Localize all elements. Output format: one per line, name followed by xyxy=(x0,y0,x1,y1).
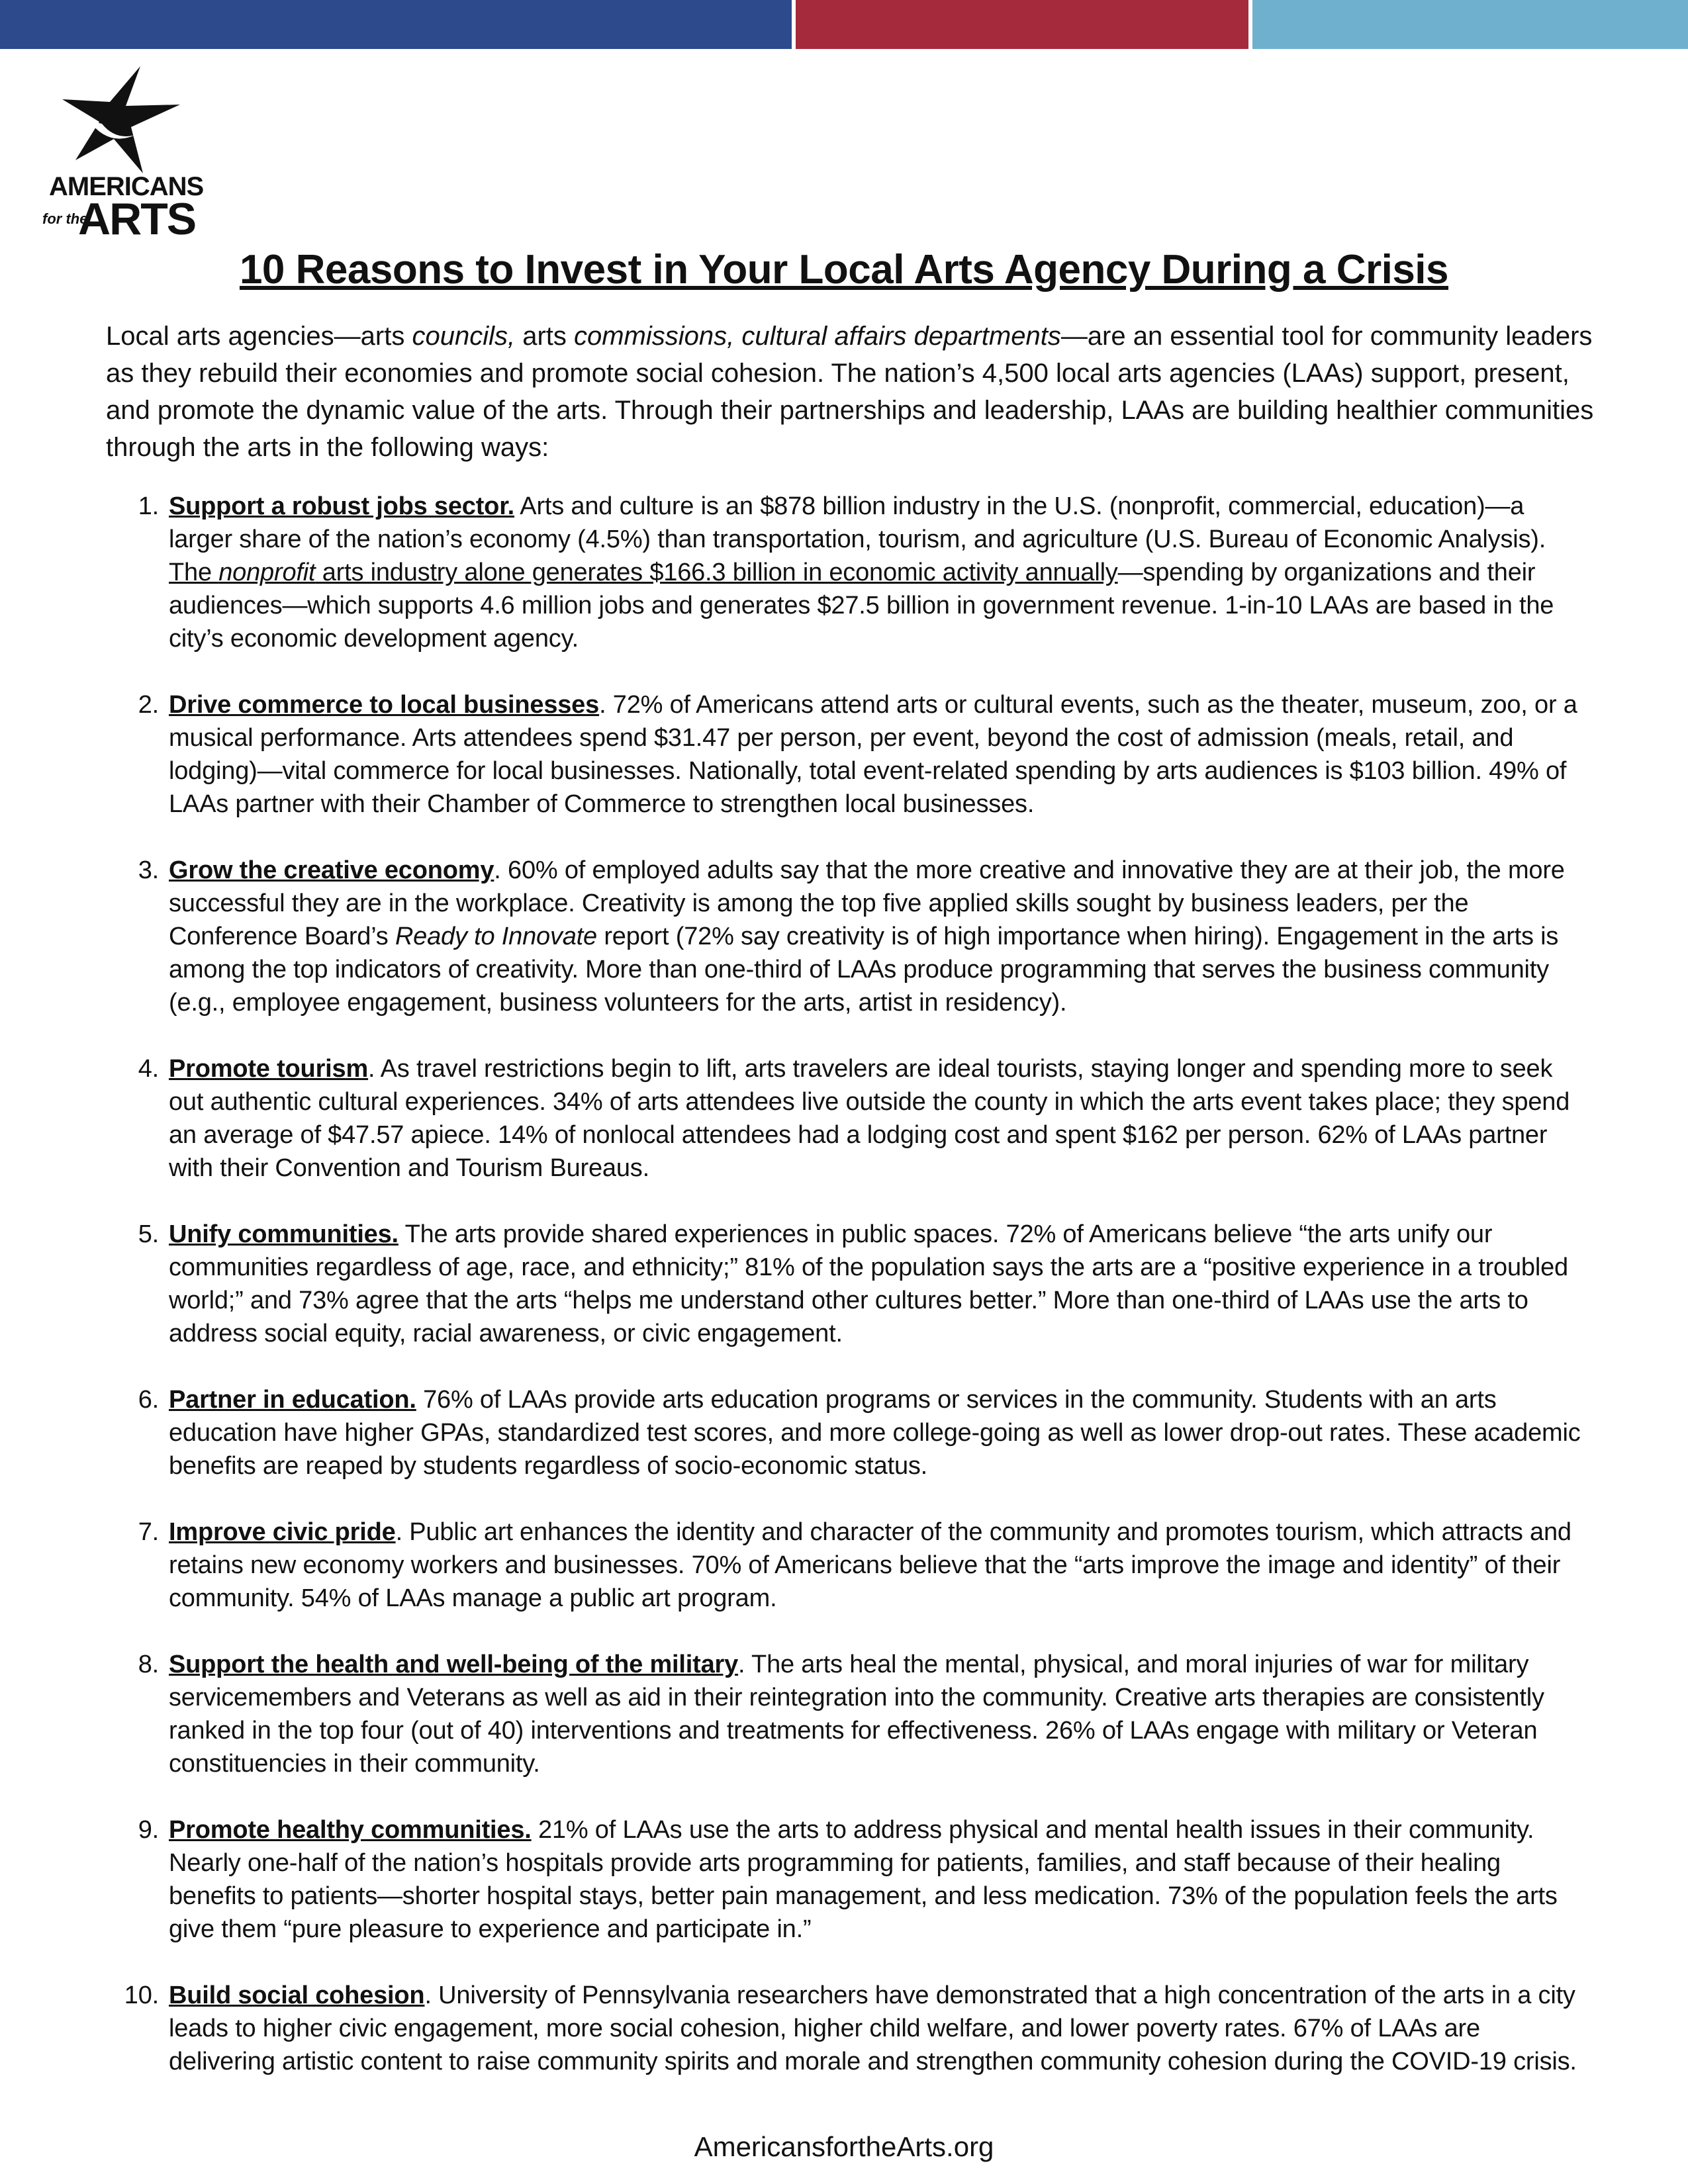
reason-text: . 72% of Americans attend arts or cultural events, such as the theater, museum, zoo, or a musical performance. Arts attendees spend $31.47 per person, per event, beyond the cost of admission (meals, retail, and lodging)—vital commerce for local businesses. Nationally, total event-related spending by arts audiences is $103 billion. 49% of LAAs partner with their Chamber of Commerce to strengthen local businesses. xyxy=(169,691,1577,818)
reason-item-10 xyxy=(106,1979,1589,2078)
reason-text: The arts provide shared experiences in public spaces. 72% of Americans believe “the arts unify our communities regardless of age, race, and ethnicity;” 81% of the population says the arts are a “positive experience in a troubled world;” and 73% agree that the arts “helps me understand other cultures better.” More than one-third of LAAs use the arts to address social equity, racial awareness, or civic engagement. xyxy=(169,1220,1568,1347)
reason-number: 9. xyxy=(138,1816,159,1844)
reason-heading: Partner in education. xyxy=(169,1386,416,1414)
americans-for-the-arts-logo xyxy=(42,61,208,253)
reason-number: 3. xyxy=(138,856,159,884)
intro-text: Local arts agencies—arts xyxy=(106,322,412,351)
reason-heading: Grow the creative economy xyxy=(169,856,494,884)
reason-number: 8. xyxy=(138,1651,159,1678)
underlined-italic-fragment: nonprofit xyxy=(218,559,316,586)
color-bar-blue xyxy=(0,0,792,49)
reason-item-4 xyxy=(106,1052,1589,1185)
reason-number: 7. xyxy=(138,1518,159,1546)
reason-item-7 xyxy=(106,1516,1589,1615)
intro-text: —are an essential tool for community leaders as they rebuild their economies and promote social cohesion. The nation’s 4,500 local arts agencies (LAAs) support, present, and promote the dynamic value of the arts. Through their partnerships and leadership, LAAs are building healthier communities through the arts in the following ways: xyxy=(106,322,1594,462)
intro-italic-councils: councils, xyxy=(412,322,516,351)
reason-number: 10. xyxy=(124,1981,159,2009)
intro-paragraph xyxy=(106,318,1602,466)
underlined-fragment: The xyxy=(169,559,219,586)
reason-heading: Unify communities. xyxy=(169,1220,399,1248)
intro-italic-commissions: commissions, cultural affairs departments xyxy=(573,322,1061,351)
reason-number: 1. xyxy=(138,492,159,520)
reason-text: Arts and culture is an $878 billion industry in the U.S. (nonprofit, commercial, education)—a larger share of the nation’s economy (4.5%) than transportation, tourism, and agriculture (U.S. Bureau of Economic Analysis). xyxy=(169,492,1546,553)
reason-text: . University of Pennsylvania researchers have demonstrated that a high concentration of the arts in a city leads to higher civic engagement, more social cohesion, higher child welfare, and lower poverty rates. 67% of LAAs are delivering artistic content to raise community spirits and morale and strengthen community cohesion during the COVID-19 crisis. xyxy=(169,1981,1577,2075)
reason-item-6 xyxy=(106,1383,1589,1482)
reason-number: 6. xyxy=(138,1386,159,1414)
page-title: 10 Reasons to Invest in Your Local Arts Agency During a Crisis xyxy=(239,247,1449,293)
reason-text: . Public art enhances the identity and character of the community and promotes tourism, which attracts and retains new economy workers and businesses. 70% of Americans believe that the “arts improve the image and identity” of their community. 54% of LAAs manage a public art program. xyxy=(169,1518,1571,1612)
reason-item-2 xyxy=(106,688,1589,821)
reason-number: 4. xyxy=(138,1055,159,1083)
reason-heading: Support the health and well-being of the military xyxy=(169,1651,739,1678)
reason-heading: Improve civic pride xyxy=(169,1518,396,1546)
logo-text-for-the: for the xyxy=(42,210,88,227)
reason-item-9 xyxy=(106,1813,1589,1946)
color-bar-light-blue xyxy=(1252,0,1688,49)
reason-text: —spending by organizations and their audiences—which supports 4.6 million jobs and generates $27.5 billion in government revenue. 1-in-10 LAAs are based in the city’s economic development agency. xyxy=(169,559,1554,653)
reason-text: . 60% of employed adults say that the more creative and innovative they are at their job, the more successful they are in the workplace. Creativity is among the top five applied skills sought by business leaders, per the Conference Board’s xyxy=(169,856,1565,950)
reason-underlined-text xyxy=(169,559,1118,586)
reason-number: 5. xyxy=(138,1220,159,1248)
reason-text: 76% of LAAs provide arts education programs or services in the community. Students with an arts education have higher GPAs, standardized test scores, and more college-going as well as lower drop-out rates. These academic benefits are reaped by students regardless of socio-economic status. xyxy=(169,1386,1581,1480)
reason-item-1 xyxy=(106,490,1589,655)
reasons-list xyxy=(106,490,1589,2111)
reason-heading: Drive commerce to local businesses xyxy=(169,691,600,719)
reason-heading: Promote tourism xyxy=(169,1055,369,1083)
reason-text: . The arts heal the mental, physical, and moral injuries of war for military servicemembers and Veterans as well as aid in their reintegration into the community. Creative arts therapies are consistently ranked in the top four (out of 40) interventions and treatments for effectiveness. 26% of LAAs engage with military or Veteran constituencies in their community. xyxy=(169,1651,1544,1778)
reason-heading: Build social cohesion xyxy=(169,1981,425,2009)
reason-text: . As travel restrictions begin to lift, arts travelers are ideal tourists, staying longer and spending more to seek out authentic cultural experiences. 34% of arts attendees live outside the county in which the arts event takes place; they spend an average of $47.57 apiece. 14% of nonlocal attendees had a lodging cost and spent $162 per person. 62% of LAAs partner with their Convention and Tourism Bureaus. xyxy=(169,1055,1570,1182)
underlined-fragment: arts industry alone generates $166.3 billion in economic activity annually xyxy=(315,559,1118,586)
reason-heading: Support a robust jobs sector. xyxy=(169,492,515,520)
reason-heading: Promote healthy communities. xyxy=(169,1816,532,1844)
reason-number: 2. xyxy=(138,691,159,719)
color-bar-red xyxy=(796,0,1248,49)
logo-text-americans: AMERICANS xyxy=(49,172,204,201)
reason-item-3 xyxy=(106,854,1589,1019)
top-color-bar xyxy=(0,0,1688,49)
star-icon xyxy=(62,61,181,177)
report-title: Ready to Innovate xyxy=(395,923,597,950)
reason-text: report (72% say creativity is of high importance when hiring). Engagement in the arts is among the top indicators of creativity. More than one-third of LAAs produce programming that serves the business community (e.g., employee engagement, business volunteers for the arts, artist in residency). xyxy=(169,923,1559,1017)
footer-website[interactable]: AmericansfortheArts.org xyxy=(694,2131,994,2162)
reason-item-5 xyxy=(106,1218,1589,1350)
intro-text: arts xyxy=(515,322,574,351)
reason-item-8 xyxy=(106,1648,1589,1780)
reason-text: 21% of LAAs use the arts to address physical and mental health issues in their community. Nearly one-half of the nation’s hospitals provide arts programming for patients, families, and staff because of their healing benefits to patients—shorter hospital stays, better pain management, and less medication. 73% of the population feels the arts give them “pure pleasure to experience and participate in.” xyxy=(169,1816,1558,1943)
logo-text-arts: ARTS xyxy=(78,194,196,244)
